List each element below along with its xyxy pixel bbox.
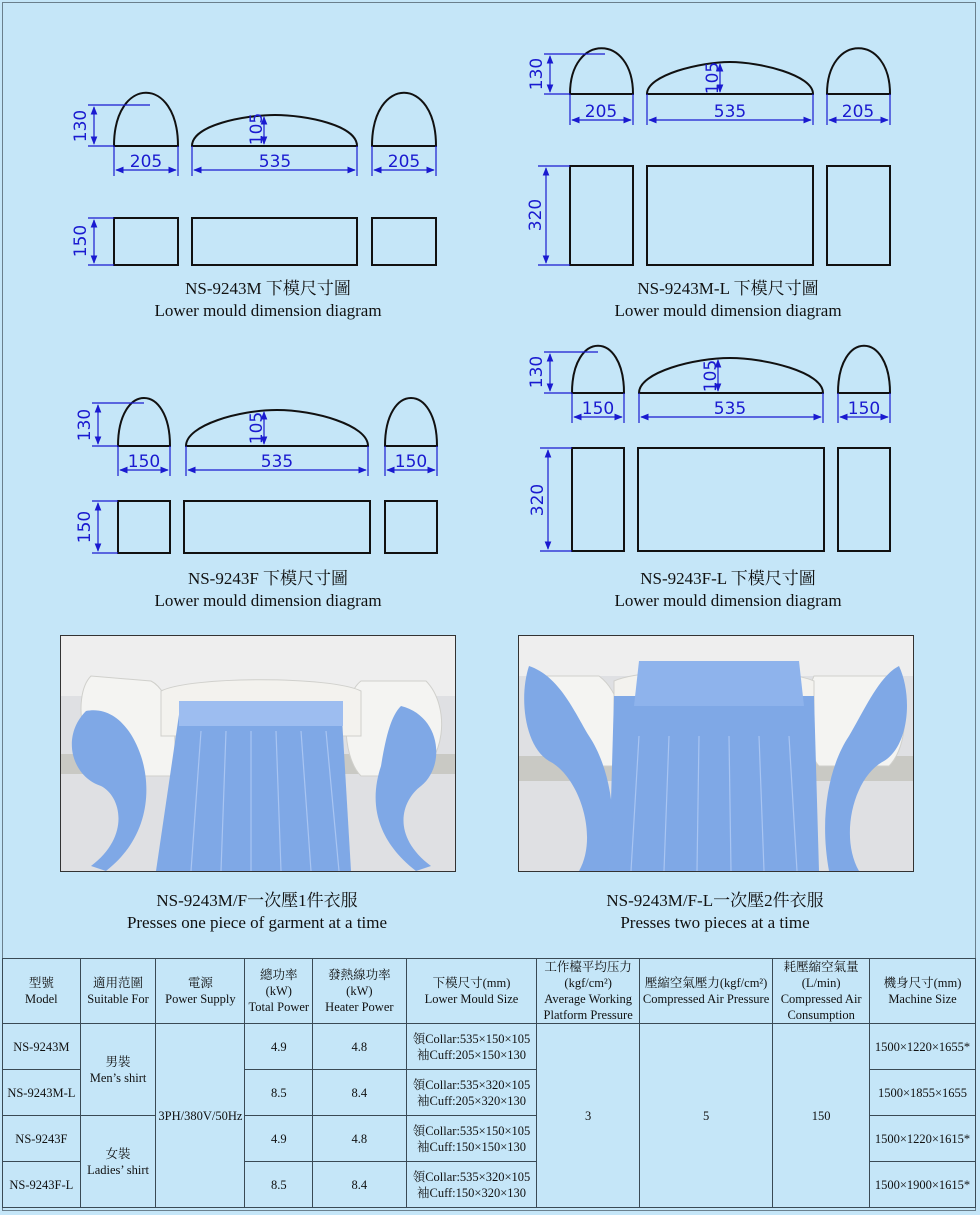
- caption-photo-two-pieces: [518, 890, 912, 934]
- cell-model: NS-9243F-L: [3, 1162, 81, 1208]
- caption-subtitle: Lower mould dimension diagram: [614, 591, 842, 610]
- shirt-press-illustration: [61, 636, 455, 871]
- cell-machine-size: 1500×1220×1615*: [870, 1116, 976, 1162]
- photo-two-pieces: [518, 635, 914, 872]
- cell-total-power: 8.5: [245, 1162, 313, 1208]
- dim-cuff-width-left: 150: [127, 452, 161, 472]
- dim-depth: 320: [526, 198, 546, 232]
- cell-heater-power: 4.8: [313, 1116, 406, 1162]
- caption-photo-one-piece: [60, 890, 454, 934]
- caption-title: NS-9243M 下模尺寸圖: [185, 279, 351, 298]
- cell-model: NS-9243F: [3, 1116, 81, 1162]
- header-power-supply: 電源 Power Supply: [156, 959, 245, 1024]
- cell-total-power: 4.9: [245, 1116, 313, 1162]
- caption-subtitle: Presses two pieces at a time: [620, 913, 810, 932]
- cell-model: NS-9243M-L: [3, 1070, 81, 1116]
- dim-cuff-width-left: 150: [581, 399, 615, 419]
- cell-machine-size: 1500×1855×1655: [870, 1070, 976, 1116]
- dim-cuff-width-left: 205: [129, 152, 163, 172]
- dim-collar-width: 535: [258, 152, 292, 172]
- header-machine-size: 機身尺寸(mm) Machine Size: [870, 959, 976, 1024]
- caption-subtitle: Presses one piece of garment at a time: [126, 913, 388, 932]
- cell-suitable-ladies: 女裝 Ladies’ shirt: [80, 1116, 156, 1208]
- cell-heater-power: 8.4: [313, 1070, 406, 1116]
- dim-cuff-width-left: 205: [584, 102, 618, 122]
- header-air-pressure: 壓縮空氣壓力(kgf/cm²) Compressed Air Pressure: [639, 959, 772, 1024]
- table-row: [3, 1024, 976, 1070]
- diagram-ns-9243m-l-drawing: [0, 0, 980, 300]
- dim-cuff-height: 130: [71, 109, 91, 143]
- cell-heater-power: 4.8: [313, 1024, 406, 1070]
- header-model: 型號 Model: [3, 959, 81, 1024]
- cell-power-supply: 3PH/380V/50Hz: [156, 1024, 245, 1208]
- cell-air-consumption: 150: [773, 1024, 870, 1208]
- cell-suitable-men: 男裝 Men’s shirt: [80, 1024, 156, 1116]
- dim-collar-width: 535: [713, 102, 747, 122]
- header-heater-power: 發熱線功率(kW) Heater Power: [313, 959, 406, 1024]
- shirt-press-illustration: [519, 636, 913, 871]
- dim-collar-height: 105: [247, 411, 267, 445]
- caption-title: NS-9243M/F一次壓1件衣服: [156, 891, 358, 910]
- cell-mould-size: 領Collar:535×150×105 袖Cuff:205×150×130: [406, 1024, 537, 1070]
- caption-ns-9243f-l: [570, 568, 886, 612]
- spec-table: [2, 958, 976, 1208]
- header-platform-pressure: 工作檯平均压力 (kgf/cm²) Average Working Platform Pressure: [537, 959, 640, 1024]
- caption-title: NS-9243F 下模尺寸圖: [187, 569, 349, 588]
- caption-subtitle: Lower mould dimension diagram: [154, 591, 382, 610]
- dim-collar-height: 105: [701, 359, 721, 393]
- cell-mould-size: 領Collar:535×320×105 袖Cuff:205×320×130: [406, 1070, 537, 1116]
- dim-depth: 320: [528, 483, 548, 517]
- dim-depth: 150: [75, 510, 95, 544]
- dim-cuff-width-right: 150: [847, 399, 881, 419]
- dim-collar-width: 535: [260, 452, 294, 472]
- cell-total-power: 4.9: [245, 1024, 313, 1070]
- header-air-consumption: 耗壓縮空氣量 (L/min) Compressed Air Consumption: [773, 959, 870, 1024]
- photo-one-piece: [60, 635, 456, 872]
- cell-total-power: 8.5: [245, 1070, 313, 1116]
- cell-platform-pressure: 3: [537, 1024, 640, 1208]
- dim-cuff-height: 130: [527, 57, 547, 91]
- caption-title: NS-9243M-L 下模尺寸圖: [637, 279, 819, 298]
- cell-air-pressure: 5: [639, 1024, 772, 1208]
- dim-cuff-width-right: 150: [394, 452, 428, 472]
- dim-cuff-width-right: 205: [841, 102, 875, 122]
- cell-machine-size: 1500×1220×1655*: [870, 1024, 976, 1070]
- dim-cuff-width-right: 205: [387, 152, 421, 172]
- dim-collar-width: 535: [713, 399, 747, 419]
- header-total-power: 總功率(kW) Total Power: [245, 959, 313, 1024]
- caption-subtitle: Lower mould dimension diagram: [614, 301, 842, 320]
- cell-mould-size: 領Collar:535×150×105 袖Cuff:150×150×130: [406, 1116, 537, 1162]
- dim-depth: 150: [71, 224, 91, 258]
- dim-cuff-height: 130: [75, 408, 95, 442]
- caption-subtitle: Lower mould dimension diagram: [154, 301, 382, 320]
- table-header-row: [3, 959, 976, 1024]
- diagram-ns-9243f-l-drawing: [0, 300, 980, 600]
- header-suitable-for: 適用范圍 Suitable For: [80, 959, 156, 1024]
- dim-cuff-height: 130: [527, 355, 547, 389]
- dim-collar-height: 105: [247, 112, 267, 146]
- cell-machine-size: 1500×1900×1615*: [870, 1162, 976, 1208]
- caption-title: NS-9243M/F-L一次壓2件衣服: [606, 891, 824, 910]
- cell-model: NS-9243M: [3, 1024, 81, 1070]
- cell-heater-power: 8.4: [313, 1162, 406, 1208]
- dim-collar-height: 105: [703, 61, 723, 95]
- cell-mould-size: 領Collar:535×320×105 袖Cuff:150×320×130: [406, 1162, 537, 1208]
- caption-title: NS-9243F-L 下模尺寸圖: [640, 569, 816, 588]
- header-lower-mould-size: 下模尺寸(mm) Lower Mould Size: [406, 959, 537, 1024]
